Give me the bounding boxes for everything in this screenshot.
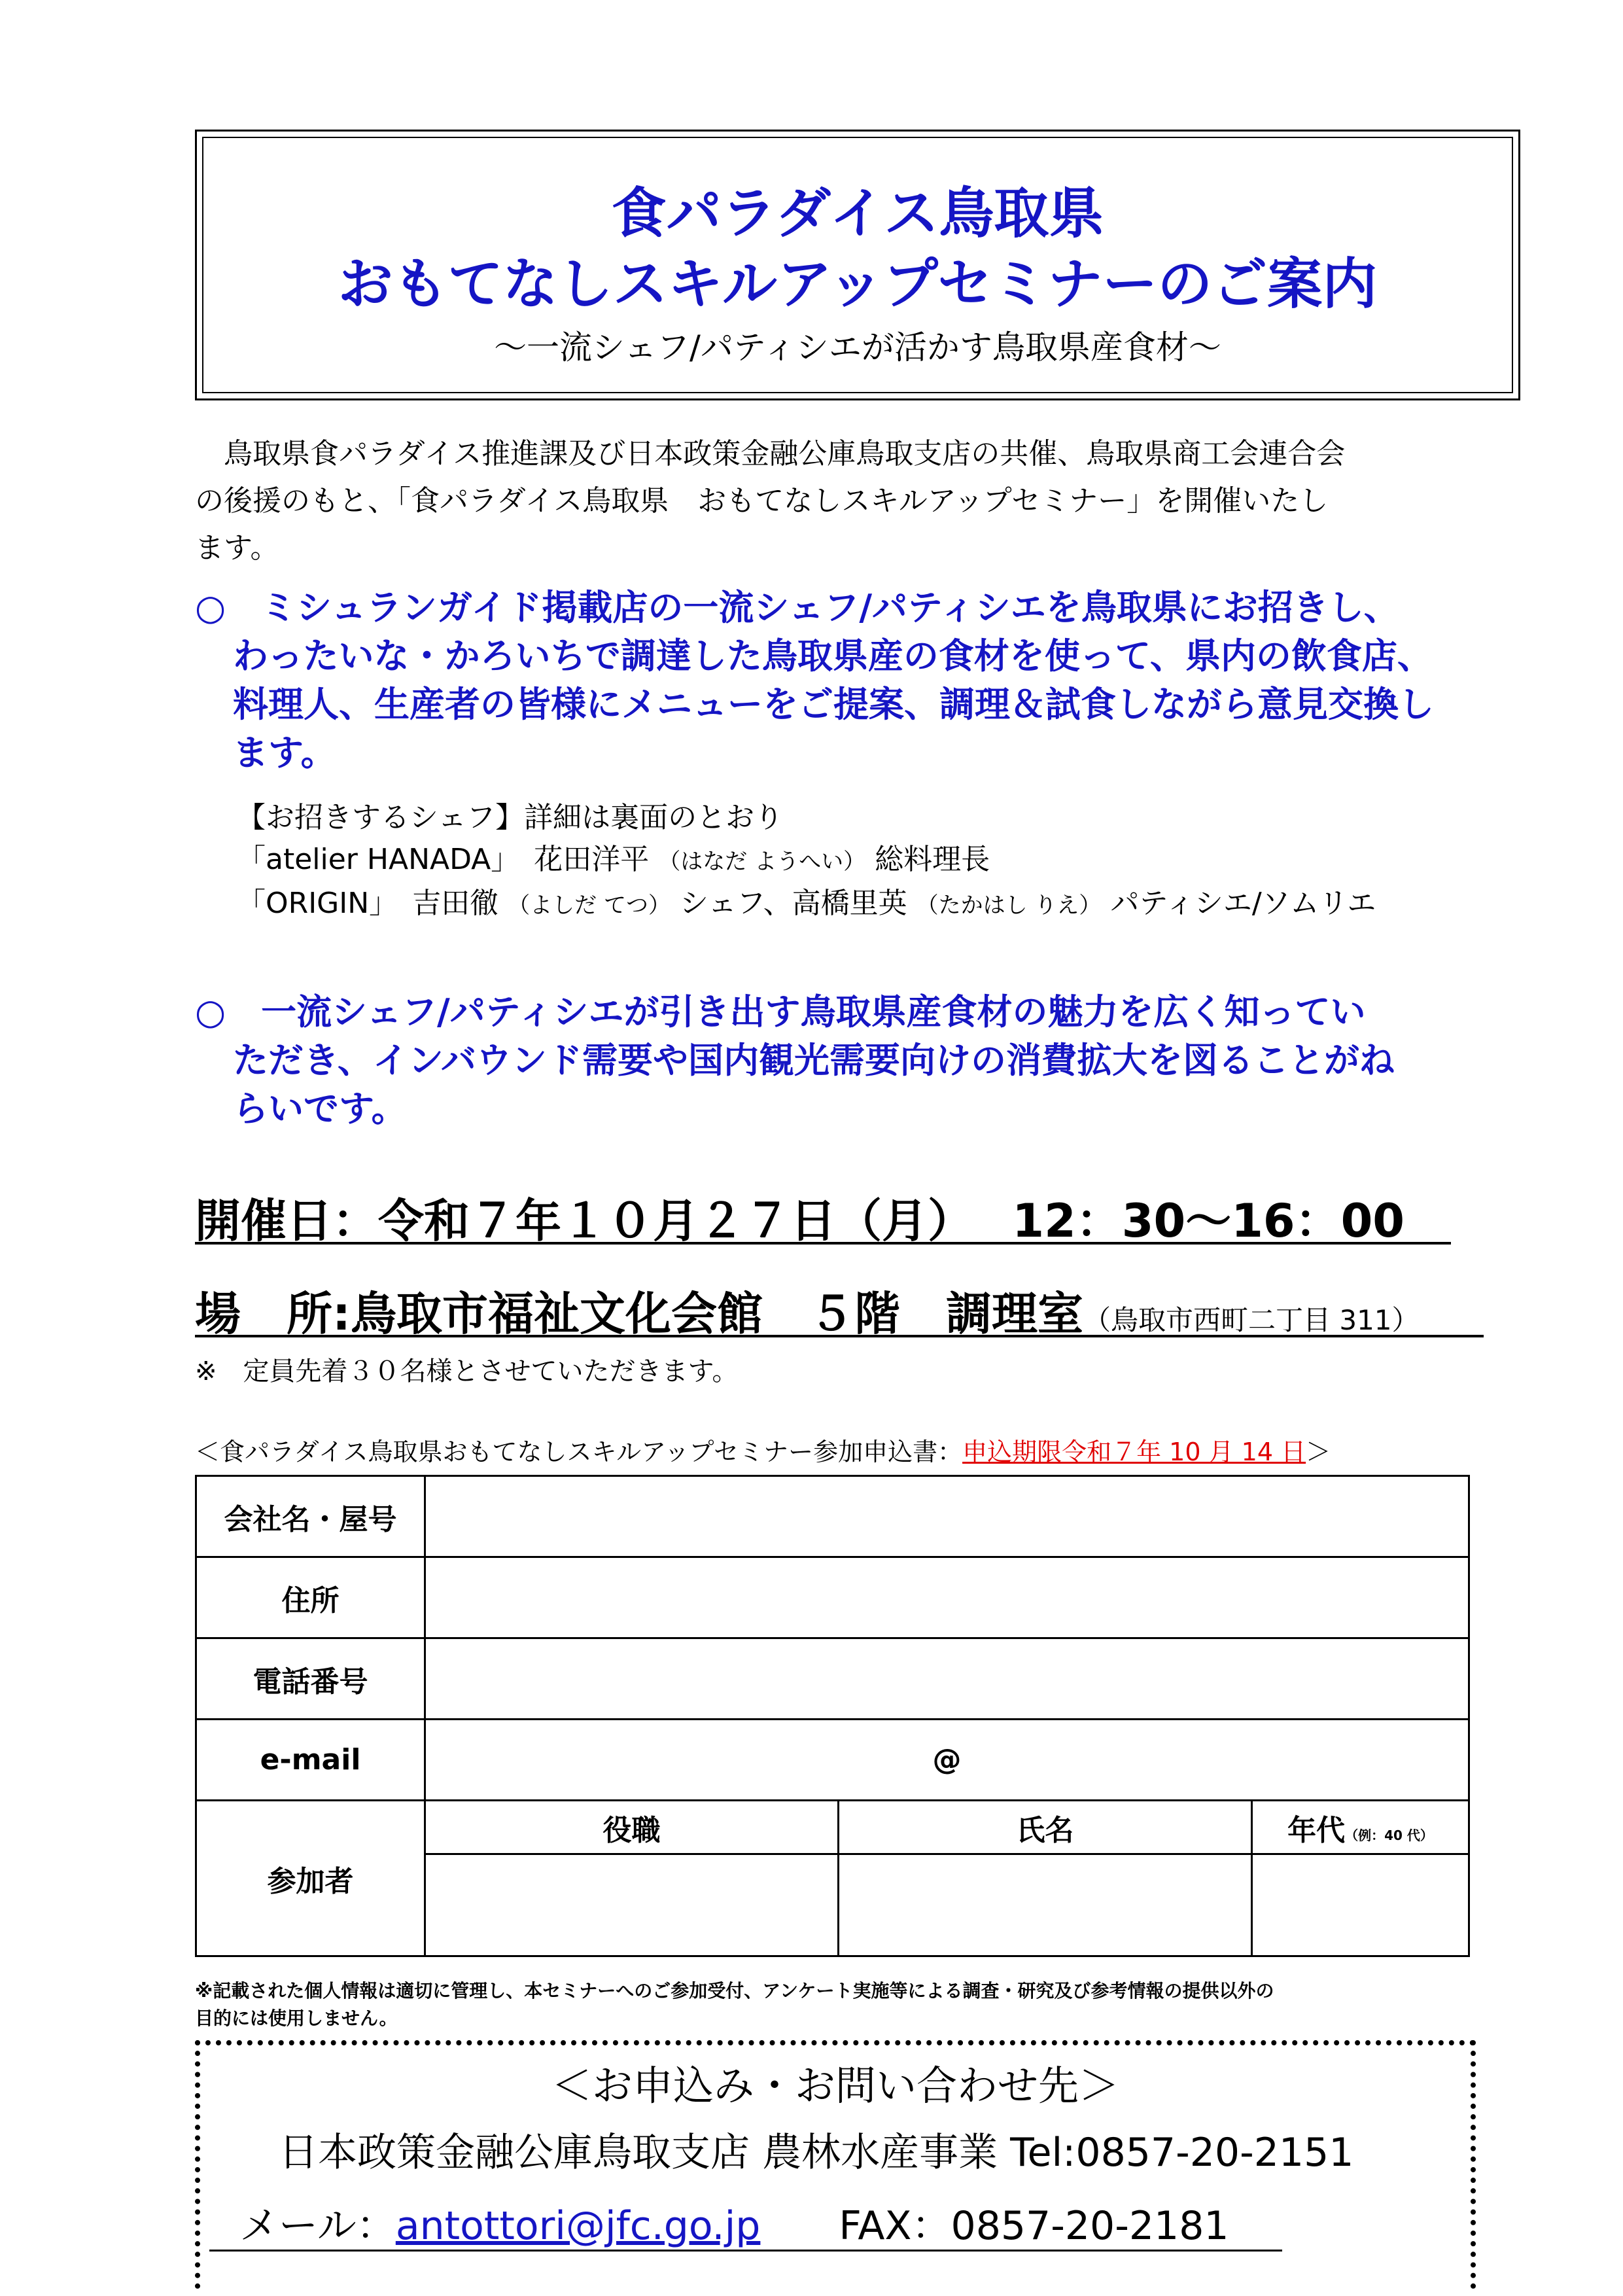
email-at-sign: @ (932, 1743, 962, 1776)
chef-1-role: 総料理長 (875, 843, 990, 876)
chef-1-reading: （はなだ ようへい） (658, 849, 866, 875)
chef-heading: 【お招きするシェフ】詳細は裏面のとおり (237, 801, 784, 834)
form-row-email (196, 1720, 1469, 1801)
chef-2-mid: シェフ、高橋里英 (679, 887, 907, 920)
chef-3-role: パティシエ/ソムリエ (1110, 887, 1376, 920)
subtitle: ～一流シェフ/パティシエが活かす鳥取県産食材～ (494, 328, 1221, 366)
address-label: 住所 (196, 1557, 425, 1638)
participant-label: 参加者 (196, 1801, 425, 1956)
bullet-line: らいです。 (233, 1088, 407, 1129)
phone-input[interactable] (425, 1638, 1469, 1720)
intro-line: 鳥取県食パラダイス推進課及び日本政策金融公庫鳥取支店の共催、鳥取県商工会連合会 (195, 437, 1346, 470)
chef-2 (237, 883, 1376, 927)
phone-label: 電話番号 (196, 1638, 425, 1720)
chef-2-reading: （よしだ てつ） (508, 892, 671, 919)
email-label: e-mail (196, 1720, 425, 1801)
contact-phone: 日本政策金融公庫鳥取支店 農林水産事業 Tel:0857-20-2151 (279, 2130, 1354, 2176)
company-input[interactable] (425, 1476, 1469, 1557)
col-age-note: （例：40 代） (1345, 1827, 1433, 1843)
age-input[interactable] (1252, 1854, 1469, 1956)
privacy-line: ※記載された個人情報は適切に管理し、本セミナーへのご参加受付、アンケート実施等による調査・研究及び参考情報の提供以外の (195, 1980, 1274, 2002)
chef-1-shop: 「atelier HANADA」 花田洋平 (237, 843, 650, 876)
chef-3-reading: （たかはし りえ） (916, 892, 1102, 919)
col-name-header: 氏名 (839, 1801, 1252, 1854)
form-caption-text: ＜食パラダイス鳥取県おもてなしスキルアップセミナー参加申込書： (195, 1438, 963, 1466)
title-line-1: 食パラダイス鳥取県 (611, 181, 1104, 245)
col-age-label: 年代 (1287, 1813, 1346, 1847)
contact-box (195, 2040, 1476, 2289)
form-caption (195, 1432, 1331, 1468)
chef-list (237, 797, 1376, 927)
intro-line: の後援のもと、「食パラダイス鳥取県 おもてなしスキルアップセミナー」を開催いたし (195, 484, 1329, 518)
bullet-line: ○ 一流シェフ/パティシエが引き出す鳥取県産食材の魅力を広く知ってい (195, 991, 1366, 1033)
event-venue (195, 1277, 1484, 1341)
privacy-note (195, 1977, 1497, 2032)
col-position-header: 役職 (425, 1801, 839, 1854)
form-row-address (196, 1557, 1469, 1638)
capacity-note: ※ 定員先着３０名様とさせていただきます。 (195, 1356, 739, 1386)
intro-paragraph (195, 431, 1529, 572)
email-input[interactable] (425, 1720, 1469, 1801)
privacy-line: 目的には使用しません。 (195, 2007, 398, 2029)
form-row-company (196, 1476, 1469, 1557)
application-deadline: 申込期限令和７年 10 月 14 日 (962, 1438, 1306, 1466)
event-date: 開催日：令和７年１０月２７日（月） 12：30～16：00 (195, 1184, 1451, 1245)
bullet-seminar-overview (195, 584, 1543, 777)
position-input[interactable] (425, 1854, 839, 1956)
intro-line: ます。 (195, 531, 279, 565)
name-input[interactable] (839, 1854, 1252, 1956)
col-age-header (1252, 1801, 1469, 1854)
bullet-line: 料理人、生産者の皆様にメニューをご提案、調理＆試食しながら意見交換し (233, 684, 1434, 725)
title-line-2: おもてなしスキルアップセミナーのご案内 (338, 252, 1378, 316)
title-box (195, 130, 1520, 400)
mail-label: メール： (239, 2203, 396, 2249)
form-row-phone (196, 1638, 1469, 1720)
form-row-participant-header (196, 1801, 1469, 1854)
company-label: 会社名・屋号 (196, 1476, 425, 1557)
application-form (195, 1475, 1470, 1957)
contact-underline (209, 2250, 1282, 2252)
bullet-line: わったいな・かろいちで調達した鳥取県産の食材を使って、県内の飲食店、 (233, 635, 1433, 677)
contact-title: ＜お申込み・お問い合わせ先＞ (551, 2062, 1119, 2110)
bullet-line: ただき、インバウンド需要や国内観光需要向けの消費拡大を図ることがね (233, 1040, 1395, 1081)
address-input[interactable] (425, 1557, 1469, 1638)
form-caption-end: ＞ (1306, 1438, 1331, 1466)
contact-mail-fax (239, 2195, 1229, 2251)
title-box-inner-frame (202, 137, 1513, 393)
bullet-line: ます。 (233, 732, 336, 773)
fax-number: FAX：0857-20-2181 (760, 2203, 1229, 2249)
event-venue-name: 場 所:鳥取市福祉文化会館 ５階 調理室 (195, 1287, 1083, 1341)
bullet-seminar-purpose (195, 988, 1543, 1133)
bullet-line: ○ ミシュランガイド掲載店の一流シェフ/パティシエを鳥取県にお招きし、 (195, 587, 1399, 628)
chef-2-shop: 「ORIGIN」 吉田徹 (237, 887, 499, 920)
mail-link[interactable]: antottori@jfc.go.jp (395, 2203, 761, 2249)
chef-1 (237, 839, 1376, 883)
event-venue-address: （鳥取市西町二丁目 311） (1083, 1304, 1420, 1336)
